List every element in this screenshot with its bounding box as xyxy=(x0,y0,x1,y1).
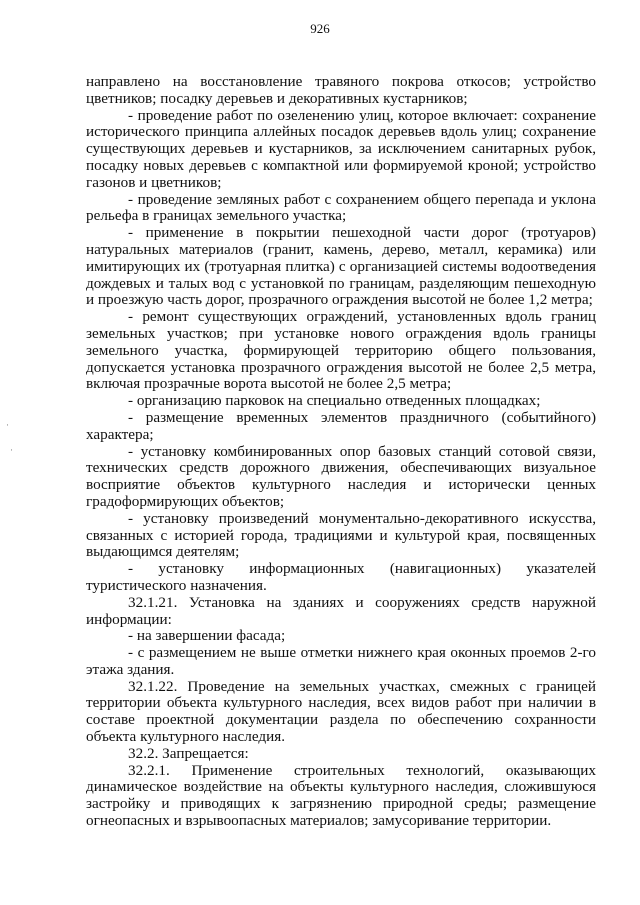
paragraph-32-2: 32.2. Запрещается: xyxy=(128,744,249,762)
paragraph-32-2-1: 32.2.1. Применение строительных технологий, оказывающих динамическое воздействие на объекты культурного наследия, сложившуюся застройку и приводящих к загрязнению природной среды; размещение огнеопасных и взрывоопасных материалов; замусоривание территории. xyxy=(86,761,596,830)
paragraph-facade-top: - на завершении фасада; xyxy=(128,627,286,645)
paragraph-festive-elements: - размещение временных элементов праздничного (событийного) характера; xyxy=(86,408,596,443)
page-number: 926 xyxy=(310,21,330,36)
paragraph-32-1-22: 32.1.22. Проведение на земельных участках, смежных с границей территории объекта культурного наследия, всех видов работ при наличии в составе проектной документации раздела по обеспечению сохранности объекта культурного наследия. xyxy=(86,677,596,746)
paragraph-cell-towers: - установку комбинированных опор базовых станций сотовой связи, технических средств дорожного движения, обеспечивающих визуальное восприятие объектов культурного наследия и исторически ценных градоформирующих объектов; xyxy=(86,442,596,510)
paragraph-tourist-signs: - установку информационных (навигационных) указателей туристического назначения. xyxy=(86,560,596,594)
paragraph-fences: - ремонт существующих ограждений, установленных вдоль границ земельных участков; при установке нового ограждения вдоль границы земельного участка, формирующей территорию общего пользования, допускается установка прозрачного ограждения высотой не более 2,5 метра, включая прозрачные ворота высотой не более 2,5 метра; xyxy=(86,308,596,393)
paragraph-pavement: - применение в покрытии пешеходной части дорог (тротуаров) натуральных материалов (гранит, камень, дерево, металл, керамика) или имитирующих их (тротуарная плитка) с организацией системы водоотведения дождевых и талых вод с установкой по границам, разделяющим пешеходную и проезжую часть дорог, прозрачного ограждения высотой не более 1,2 метра; xyxy=(86,224,596,309)
paragraph-street-greening: - проведение работ по озеленению улиц, которое включает: сохранение исторического принципа аллейных посадок деревьев вдоль улиц; сохранение существующих деревьев и кустарников, за исключением санитарных рубок, посадку новых деревьев с компактной или формируемой кроной; устройство газонов и цветников; xyxy=(86,106,596,191)
paragraph-earthworks: - проведение земляных работ с сохранением общего перепада и уклона рельефа в границах земельного участка; xyxy=(86,190,596,225)
scan-edge-mark: · xyxy=(10,445,13,455)
paragraph-continuation: направлено на восстановление травяного покрова откосов; устройство цветников; посадку деревьев и декоративных кустарников; xyxy=(86,73,596,107)
paragraph-parking: - организацию парковок на специально отведенных площадках; xyxy=(128,392,541,410)
paragraph-32-1-21: 32.1.21. Установка на зданиях и сооружениях средств наружной информации: xyxy=(86,593,596,628)
document-body xyxy=(86,74,596,830)
paragraph-monumental-art: - установку произведений монументально-декоративного искусства, связанных с историей города, традициями и культурой края, посвященных выдающимся деятелям; xyxy=(86,509,596,561)
paragraph-window-level: - с размещением не выше отметки нижнего края оконных проемов 2-го этажа здания. xyxy=(86,644,596,678)
scan-edge-mark: · xyxy=(6,420,9,430)
